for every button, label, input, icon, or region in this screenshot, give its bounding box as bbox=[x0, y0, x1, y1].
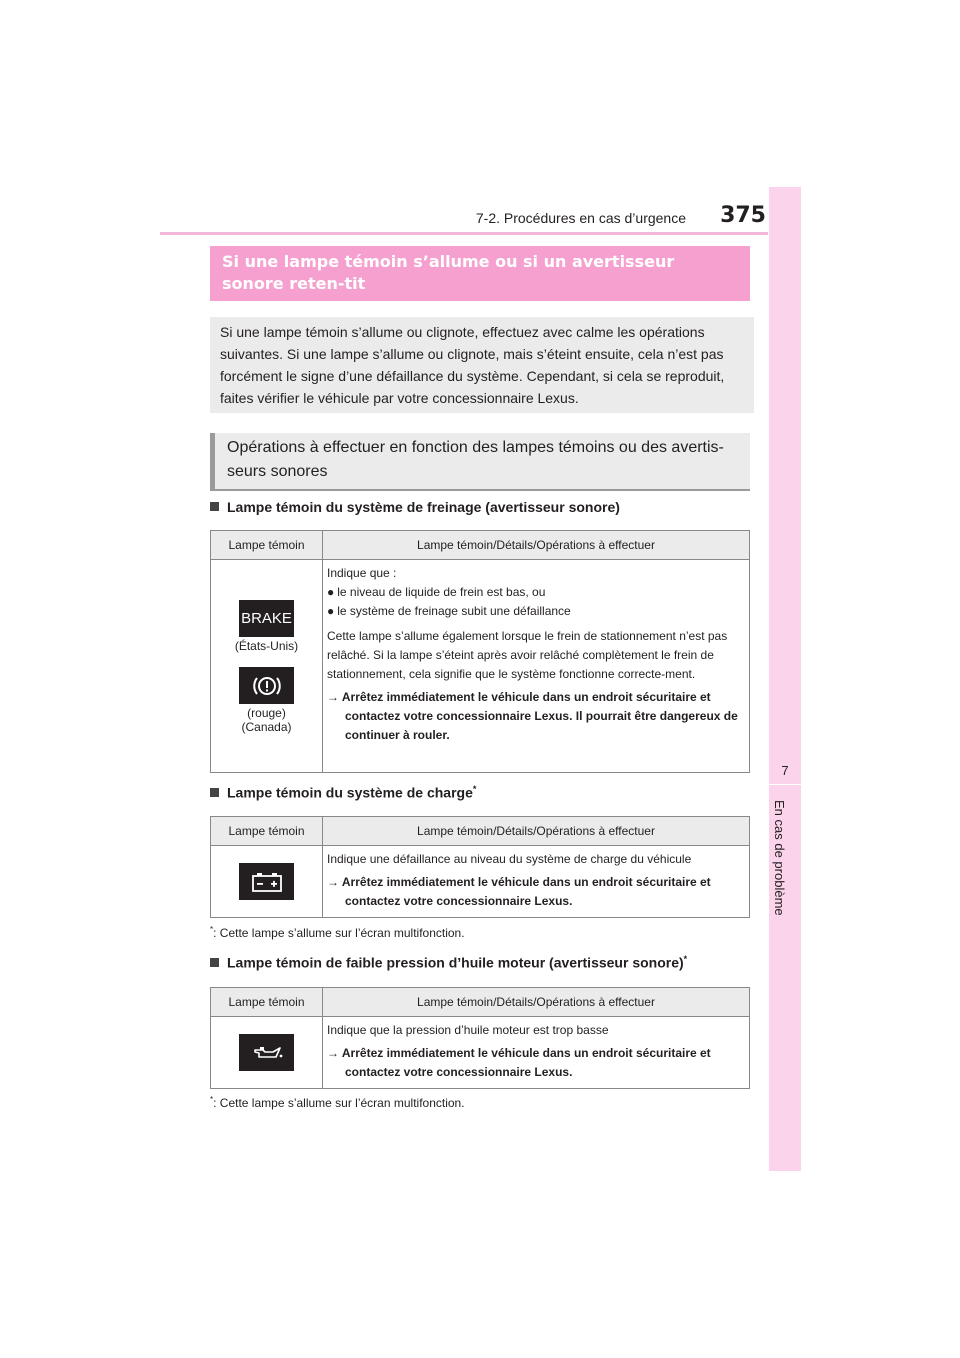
brake-bullet-1: ● le niveau de liquide de frein est bas, ou bbox=[327, 583, 743, 602]
battery-icon bbox=[239, 863, 294, 900]
charge-title: Lampe témoin du système de charge bbox=[227, 784, 473, 801]
brake-icons-cell bbox=[211, 560, 323, 773]
col-header-details: Lampe témoin/Détails/Opérations à effectuer bbox=[323, 531, 750, 560]
charge-asterisk: * bbox=[472, 784, 477, 794]
col-header-details: Lampe témoin/Détails/Opérations à effectuer bbox=[323, 817, 750, 846]
chapter-side-tab bbox=[769, 187, 801, 1171]
oil-can-icon bbox=[239, 1034, 294, 1071]
oil-action: → Arrêtez immédiatement le véhicule dans un endroit sécuritaire et contactez votre concessionnaire Lexus. bbox=[327, 1046, 711, 1079]
charge-desc: Indique une défaillance au niveau du système de charge du véhicule bbox=[327, 852, 692, 866]
brake-warning-table bbox=[210, 530, 750, 773]
table-header-row bbox=[211, 531, 750, 560]
brake-title: Lampe témoin du système de freinage (avertisseur sonore) bbox=[227, 499, 620, 515]
intro-text: Si une lampe témoin s’allume ou clignote, effectuez avec calme les opérations suivantes. Si une lampe s’allume ou clignote, mais s’éteint ensuite, cela n’est pas forcément le signe d’une défaillance du système. Cependant, si cela se reproduit, faites vérifier le véhicule par votre concessionnaire Lexus. bbox=[210, 317, 754, 413]
table-header-row bbox=[211, 988, 750, 1017]
brake-exclamation-icon bbox=[239, 667, 294, 704]
oil-subheading bbox=[210, 954, 687, 971]
chapter-number: 7 bbox=[781, 763, 789, 778]
square-bullet-icon bbox=[210, 502, 219, 511]
chapter-title: En cas de problème bbox=[772, 800, 787, 916]
brake-indicates: Indique que : bbox=[327, 566, 397, 580]
table-header-row bbox=[211, 817, 750, 846]
brake-action: → Arrêtez immédiatement le véhicule dans un endroit sécuritaire et contactez votre concessionnaire Lexus. Il pourrait être dangereux de continuer à rouler. bbox=[327, 690, 738, 742]
icon-label-canada: (Canada) bbox=[241, 720, 292, 734]
oil-icon-cell bbox=[211, 1017, 323, 1089]
main-heading: Si une lampe témoin s’allume ou si un avertisseur sonore reten-tit bbox=[210, 246, 750, 301]
icon-label-us: (États-Unis) bbox=[234, 639, 299, 653]
table-row bbox=[211, 846, 750, 918]
oil-title: Lampe témoin de faible pression d’huile moteur (avertisseur sonore) bbox=[227, 954, 684, 971]
operations-heading: Opérations à effectuer en fonction des lampes témoins ou des avertis-seurs sonores bbox=[210, 433, 750, 491]
oil-asterisk: * bbox=[683, 954, 688, 964]
footnote-asterisk: * bbox=[210, 925, 214, 934]
col-header-lamp: Lampe témoin bbox=[211, 531, 323, 560]
col-header-lamp: Lampe témoin bbox=[211, 988, 323, 1017]
oil-footnote: *: Cette lampe s’allume sur l’écran multifonction. bbox=[210, 1095, 465, 1110]
col-header-lamp: Lampe témoin bbox=[211, 817, 323, 846]
brake-subheading bbox=[210, 499, 620, 515]
footnote-asterisk: * bbox=[210, 1095, 214, 1104]
side-tab-divider bbox=[769, 784, 801, 785]
table-row bbox=[211, 560, 750, 773]
charge-footnote: *: Cette lampe s’allume sur l’écran multifonction. bbox=[210, 925, 465, 940]
brake-details-cell bbox=[323, 560, 750, 773]
col-header-details: Lampe témoin/Détails/Opérations à effectuer bbox=[323, 988, 750, 1017]
charge-action: → Arrêtez immédiatement le véhicule dans un endroit sécuritaire et contactez votre concessionnaire Lexus. bbox=[327, 875, 711, 908]
brake-text-icon: BRAKE bbox=[239, 600, 294, 637]
oil-details-cell bbox=[323, 1017, 750, 1089]
icon-label-color: (rouge) bbox=[247, 706, 286, 720]
table-row bbox=[211, 1017, 750, 1089]
charge-subheading bbox=[210, 784, 476, 801]
charge-icon-cell bbox=[211, 846, 323, 918]
square-bullet-icon bbox=[210, 958, 219, 967]
page-number: 375 bbox=[720, 203, 766, 228]
oil-warning-table bbox=[210, 987, 750, 1089]
brake-bullet-2: ● le système de freinage subit une défaillance bbox=[327, 602, 743, 621]
header-rule bbox=[160, 232, 768, 235]
section-title: 7-2. Procédures en cas d’urgence bbox=[475, 210, 686, 226]
brake-note: Cette lampe s’allume également lorsque le frein de stationnement n’est pas relâché. Si la lampe s’éteint après avoir relâché complètement le frein de stationnement, cela signifie que le système fonctionne correcte-ment. bbox=[327, 629, 728, 681]
oil-desc: Indique que la pression d’huile moteur est trop basse bbox=[327, 1023, 609, 1037]
square-bullet-icon bbox=[210, 788, 219, 797]
charge-details-cell bbox=[323, 846, 750, 918]
charge-warning-table bbox=[210, 816, 750, 918]
